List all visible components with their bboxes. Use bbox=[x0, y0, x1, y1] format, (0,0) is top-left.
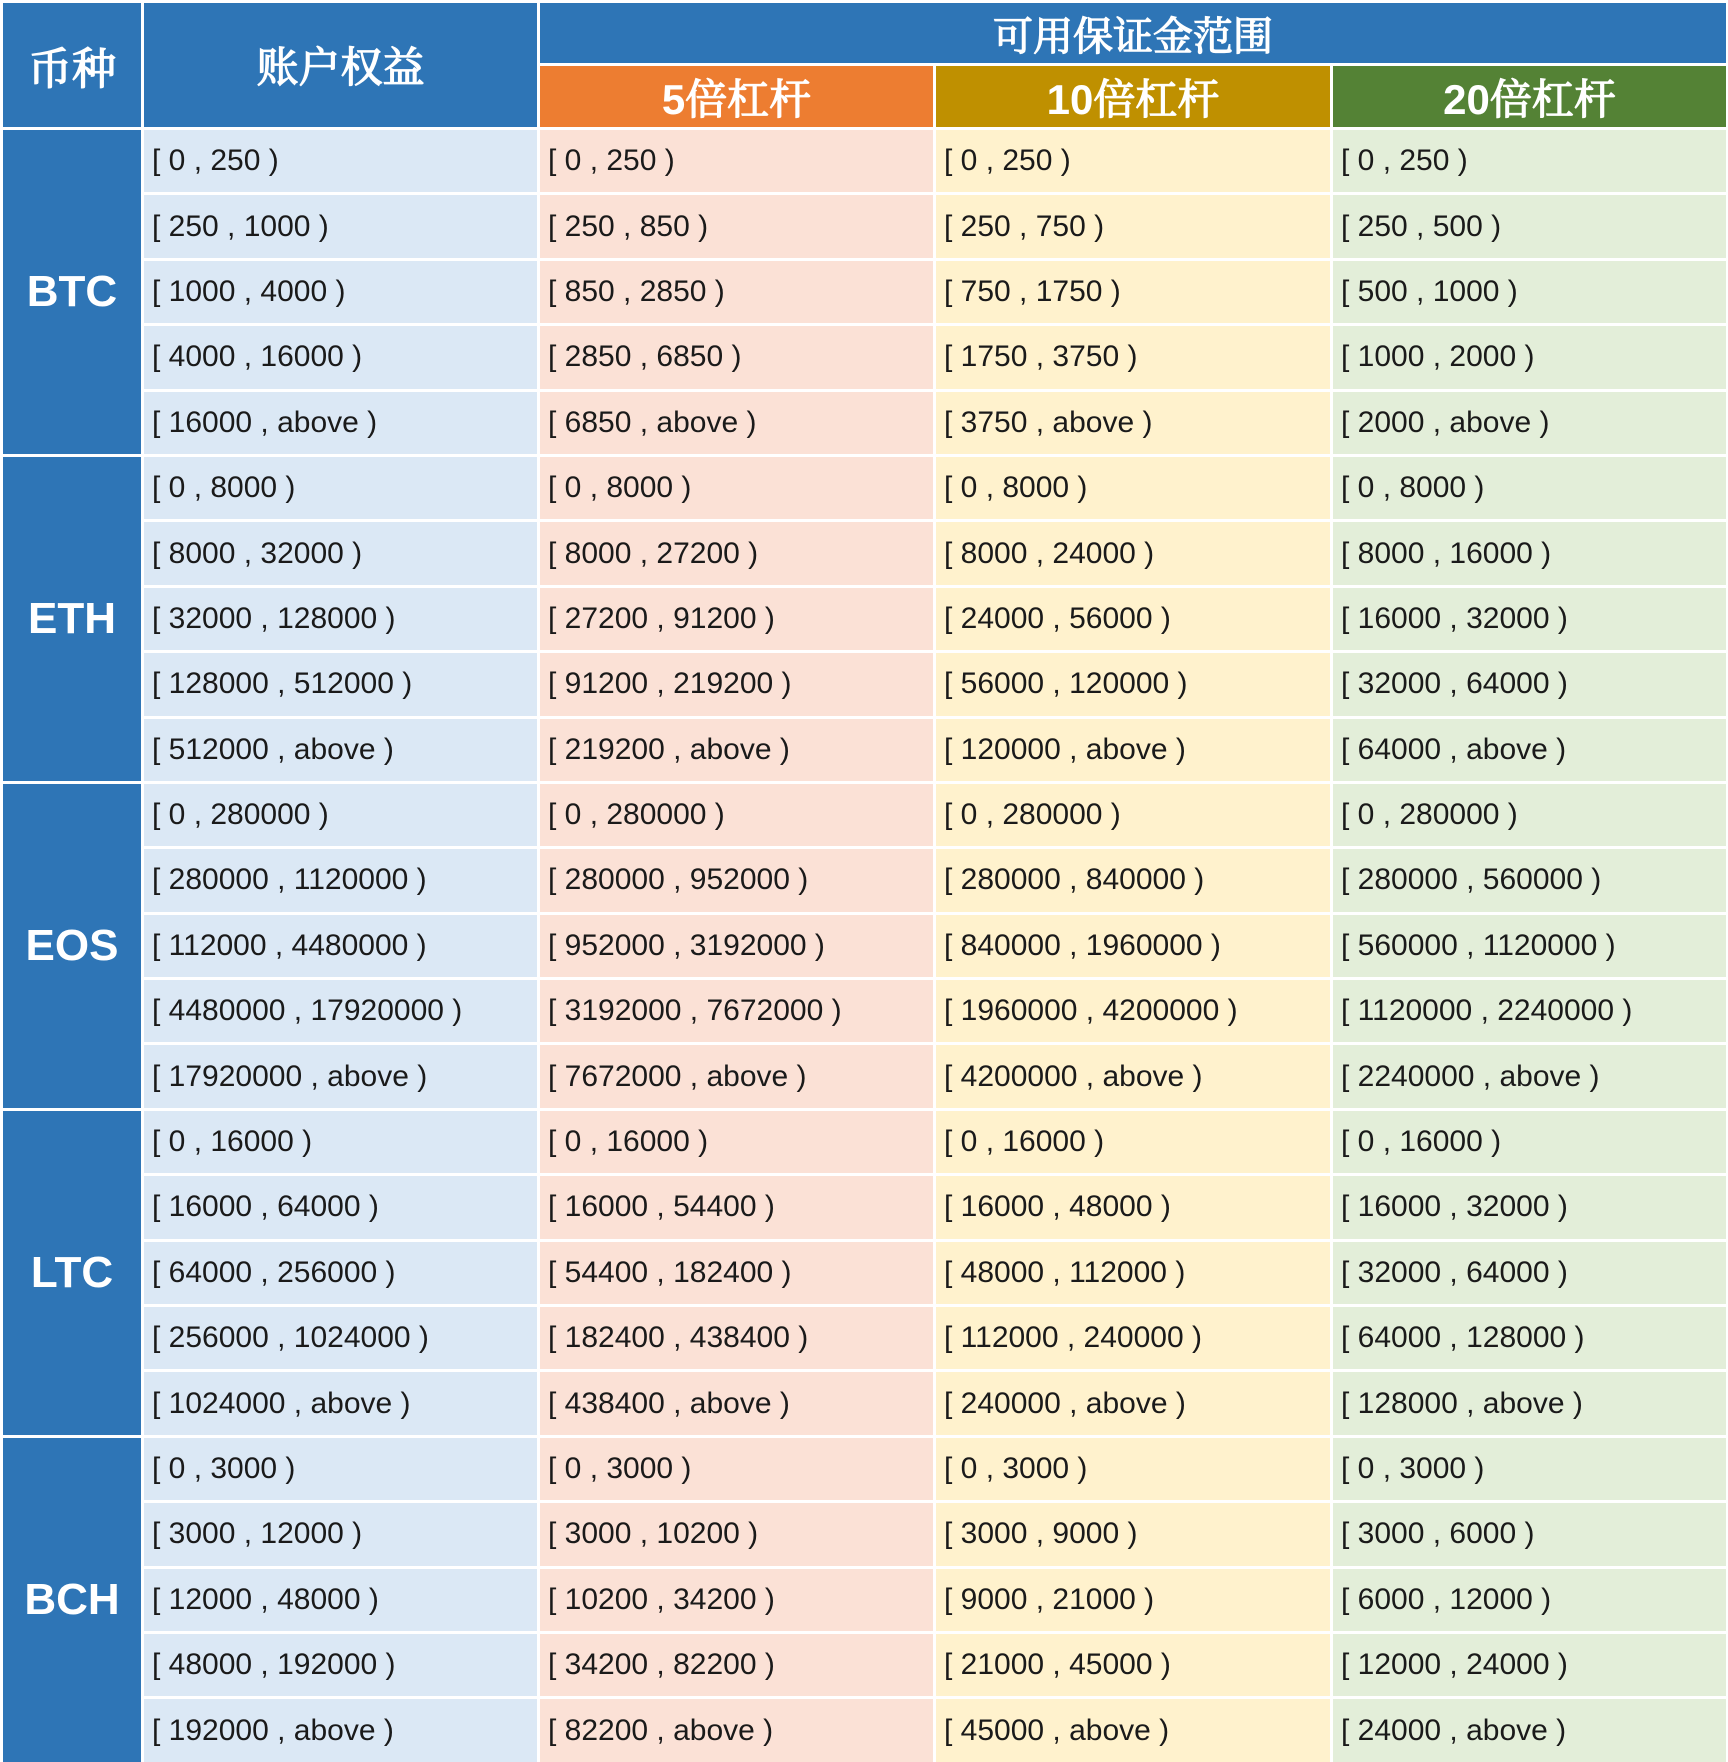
account-equity-cell: [ 8000 , 32000 ) bbox=[144, 522, 537, 584]
leverage-10x-cell: [ 0 , 3000 ) bbox=[936, 1438, 1330, 1500]
leverage-5x-cell: [ 438400 , above ) bbox=[540, 1372, 933, 1434]
leverage-5x-cell: [ 10200 , 34200 ) bbox=[540, 1569, 933, 1631]
coin-label: ETH bbox=[3, 457, 141, 781]
leverage-5x-cell: [ 34200 , 82200 ) bbox=[540, 1634, 933, 1696]
leverage-10x-cell: [ 3750 , above ) bbox=[936, 392, 1330, 454]
account-equity-cell: [ 192000 , above ) bbox=[144, 1699, 537, 1761]
leverage-5x-cell: [ 182400 , 438400 ) bbox=[540, 1307, 933, 1369]
account-equity-cell: [ 0 , 8000 ) bbox=[144, 457, 537, 519]
leverage-20x-cell: [ 16000 , 32000 ) bbox=[1333, 1176, 1726, 1238]
leverage-10x-cell: [ 48000 , 112000 ) bbox=[936, 1242, 1330, 1304]
account-equity-cell: [ 17920000 , above ) bbox=[144, 1045, 537, 1107]
leverage-5x-cell: [ 0 , 3000 ) bbox=[540, 1438, 933, 1500]
leverage-10x-cell: [ 112000 , 240000 ) bbox=[936, 1307, 1330, 1369]
leverage-5x-cell: [ 0 , 8000 ) bbox=[540, 457, 933, 519]
leverage-5x-cell: [ 3000 , 10200 ) bbox=[540, 1503, 933, 1565]
leverage-5x-cell: [ 27200 , 91200 ) bbox=[540, 588, 933, 650]
leverage-20x-cell: [ 280000 , 560000 ) bbox=[1333, 849, 1726, 911]
coin-label: BTC bbox=[3, 130, 141, 454]
header-leverage-10x: 10倍杠杆 bbox=[936, 66, 1330, 127]
account-equity-cell: [ 48000 , 192000 ) bbox=[144, 1634, 537, 1696]
account-equity-cell: [ 12000 , 48000 ) bbox=[144, 1569, 537, 1631]
leverage-10x-cell: [ 0 , 8000 ) bbox=[936, 457, 1330, 519]
coin-label: LTC bbox=[3, 1111, 141, 1435]
leverage-20x-cell: [ 0 , 250 ) bbox=[1333, 130, 1726, 192]
account-equity-cell: [ 1000 , 4000 ) bbox=[144, 261, 537, 323]
account-equity-cell: [ 32000 , 128000 ) bbox=[144, 588, 537, 650]
leverage-5x-cell: [ 0 , 16000 ) bbox=[540, 1111, 933, 1173]
leverage-20x-cell: [ 12000 , 24000 ) bbox=[1333, 1634, 1726, 1696]
account-equity-cell: [ 3000 , 12000 ) bbox=[144, 1503, 537, 1565]
leverage-5x-cell: [ 280000 , 952000 ) bbox=[540, 849, 933, 911]
leverage-20x-cell: [ 24000 , above ) bbox=[1333, 1699, 1726, 1761]
leverage-5x-cell: [ 850 , 2850 ) bbox=[540, 261, 933, 323]
leverage-10x-cell: [ 45000 , above ) bbox=[936, 1699, 1330, 1761]
account-equity-cell: [ 128000 , 512000 ) bbox=[144, 653, 537, 715]
leverage-10x-cell: [ 750 , 1750 ) bbox=[936, 261, 1330, 323]
leverage-20x-cell: [ 250 , 500 ) bbox=[1333, 195, 1726, 257]
leverage-5x-cell: [ 82200 , above ) bbox=[540, 1699, 933, 1761]
account-equity-cell: [ 64000 , 256000 ) bbox=[144, 1242, 537, 1304]
leverage-20x-cell: [ 32000 , 64000 ) bbox=[1333, 653, 1726, 715]
leverage-10x-cell: [ 8000 , 24000 ) bbox=[936, 522, 1330, 584]
leverage-20x-cell: [ 128000 , above ) bbox=[1333, 1372, 1726, 1434]
account-equity-cell: [ 112000 , 4480000 ) bbox=[144, 915, 537, 977]
margin-range-table bbox=[3, 3, 1726, 1762]
leverage-5x-cell: [ 0 , 250 ) bbox=[540, 130, 933, 192]
leverage-20x-cell: [ 64000 , 128000 ) bbox=[1333, 1307, 1726, 1369]
leverage-5x-cell: [ 0 , 280000 ) bbox=[540, 784, 933, 846]
leverage-20x-cell: [ 8000 , 16000 ) bbox=[1333, 522, 1726, 584]
leverage-20x-cell: [ 0 , 8000 ) bbox=[1333, 457, 1726, 519]
leverage-20x-cell: [ 0 , 16000 ) bbox=[1333, 1111, 1726, 1173]
leverage-10x-cell: [ 0 , 280000 ) bbox=[936, 784, 1330, 846]
leverage-5x-cell: [ 952000 , 3192000 ) bbox=[540, 915, 933, 977]
header-leverage-20x: 20倍杠杆 bbox=[1333, 66, 1726, 127]
leverage-20x-cell: [ 6000 , 12000 ) bbox=[1333, 1569, 1726, 1631]
leverage-5x-cell: [ 91200 , 219200 ) bbox=[540, 653, 933, 715]
leverage-10x-cell: [ 24000 , 56000 ) bbox=[936, 588, 1330, 650]
leverage-20x-cell: [ 16000 , 32000 ) bbox=[1333, 588, 1726, 650]
leverage-5x-cell: [ 219200 , above ) bbox=[540, 719, 933, 781]
leverage-10x-cell: [ 0 , 16000 ) bbox=[936, 1111, 1330, 1173]
leverage-5x-cell: [ 16000 , 54400 ) bbox=[540, 1176, 933, 1238]
leverage-20x-cell: [ 0 , 3000 ) bbox=[1333, 1438, 1726, 1500]
account-equity-cell: [ 280000 , 1120000 ) bbox=[144, 849, 537, 911]
account-equity-cell: [ 1024000 , above ) bbox=[144, 1372, 537, 1434]
coin-label: EOS bbox=[3, 784, 141, 1108]
account-equity-cell: [ 4000 , 16000 ) bbox=[144, 326, 537, 388]
header-coin: 币种 bbox=[3, 3, 141, 127]
leverage-10x-cell: [ 840000 , 1960000 ) bbox=[936, 915, 1330, 977]
leverage-20x-cell: [ 2000 , above ) bbox=[1333, 392, 1726, 454]
leverage-10x-cell: [ 1960000 , 4200000 ) bbox=[936, 980, 1330, 1042]
leverage-10x-cell: [ 21000 , 45000 ) bbox=[936, 1634, 1330, 1696]
leverage-5x-cell: [ 2850 , 6850 ) bbox=[540, 326, 933, 388]
leverage-10x-cell: [ 0 , 250 ) bbox=[936, 130, 1330, 192]
account-equity-cell: [ 250 , 1000 ) bbox=[144, 195, 537, 257]
leverage-10x-cell: [ 3000 , 9000 ) bbox=[936, 1503, 1330, 1565]
leverage-5x-cell: [ 6850 , above ) bbox=[540, 392, 933, 454]
leverage-5x-cell: [ 54400 , 182400 ) bbox=[540, 1242, 933, 1304]
account-equity-cell: [ 16000 , above ) bbox=[144, 392, 537, 454]
leverage-20x-cell: [ 2240000 , above ) bbox=[1333, 1045, 1726, 1107]
leverage-20x-cell: [ 1120000 , 2240000 ) bbox=[1333, 980, 1726, 1042]
account-equity-cell: [ 16000 , 64000 ) bbox=[144, 1176, 537, 1238]
account-equity-cell: [ 0 , 280000 ) bbox=[144, 784, 537, 846]
account-equity-cell: [ 4480000 , 17920000 ) bbox=[144, 980, 537, 1042]
leverage-5x-cell: [ 7672000 , above ) bbox=[540, 1045, 933, 1107]
leverage-20x-cell: [ 64000 , above ) bbox=[1333, 719, 1726, 781]
leverage-10x-cell: [ 1750 , 3750 ) bbox=[936, 326, 1330, 388]
leverage-20x-cell: [ 0 , 280000 ) bbox=[1333, 784, 1726, 846]
leverage-10x-cell: [ 9000 , 21000 ) bbox=[936, 1569, 1330, 1631]
leverage-20x-cell: [ 500 , 1000 ) bbox=[1333, 261, 1726, 323]
account-equity-cell: [ 0 , 16000 ) bbox=[144, 1111, 537, 1173]
leverage-20x-cell: [ 560000 , 1120000 ) bbox=[1333, 915, 1726, 977]
leverage-5x-cell: [ 3192000 , 7672000 ) bbox=[540, 980, 933, 1042]
leverage-10x-cell: [ 250 , 750 ) bbox=[936, 195, 1330, 257]
leverage-10x-cell: [ 120000 , above ) bbox=[936, 719, 1330, 781]
header-account-equity: 账户权益 bbox=[144, 3, 537, 127]
leverage-10x-cell: [ 16000 , 48000 ) bbox=[936, 1176, 1330, 1238]
leverage-20x-cell: [ 1000 , 2000 ) bbox=[1333, 326, 1726, 388]
leverage-5x-cell: [ 8000 , 27200 ) bbox=[540, 522, 933, 584]
account-equity-cell: [ 0 , 250 ) bbox=[144, 130, 537, 192]
leverage-5x-cell: [ 250 , 850 ) bbox=[540, 195, 933, 257]
account-equity-cell: [ 0 , 3000 ) bbox=[144, 1438, 537, 1500]
leverage-10x-cell: [ 4200000 , above ) bbox=[936, 1045, 1330, 1107]
header-leverage-5x: 5倍杠杆 bbox=[540, 66, 933, 127]
header-available-margin-range: 可用保证金范围 bbox=[540, 3, 1726, 63]
leverage-20x-cell: [ 3000 , 6000 ) bbox=[1333, 1503, 1726, 1565]
leverage-20x-cell: [ 32000 , 64000 ) bbox=[1333, 1242, 1726, 1304]
coin-label: BCH bbox=[3, 1438, 141, 1762]
leverage-10x-cell: [ 240000 , above ) bbox=[936, 1372, 1330, 1434]
account-equity-cell: [ 256000 , 1024000 ) bbox=[144, 1307, 537, 1369]
leverage-10x-cell: [ 56000 , 120000 ) bbox=[936, 653, 1330, 715]
account-equity-cell: [ 512000 , above ) bbox=[144, 719, 537, 781]
leverage-10x-cell: [ 280000 , 840000 ) bbox=[936, 849, 1330, 911]
